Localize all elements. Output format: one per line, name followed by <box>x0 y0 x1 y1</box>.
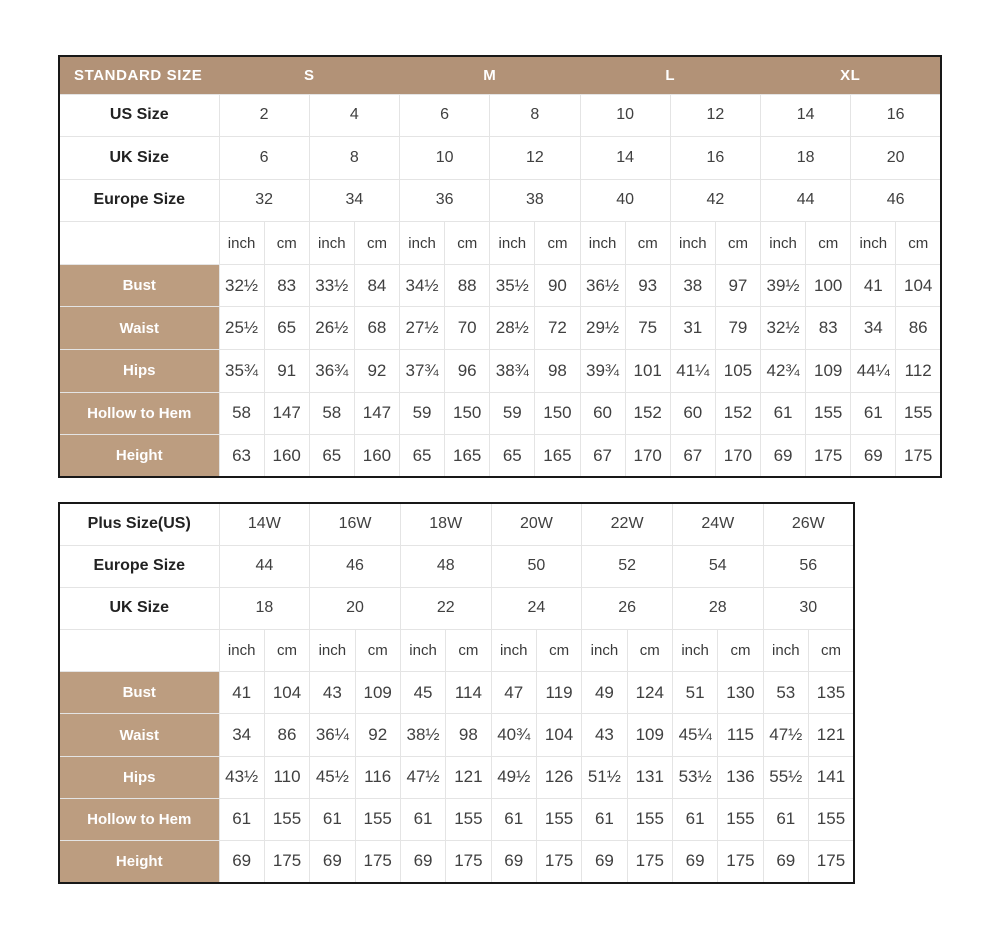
measurement-value: 69 <box>219 841 264 883</box>
unit-label-inch: inch <box>491 630 536 672</box>
measurement-value: 175 <box>627 841 672 883</box>
measurement-value: 39½ <box>761 264 806 307</box>
measurement-value: 32½ <box>761 307 806 350</box>
measurement-value: 69 <box>672 841 717 883</box>
measurement-value: 41¼ <box>670 350 715 393</box>
plus-size-table <box>58 502 855 884</box>
measurement-value: 141 <box>808 756 854 798</box>
unit-label-inch: inch <box>219 630 264 672</box>
measurement-value: 43 <box>310 672 355 714</box>
measurement-value: 27½ <box>400 307 445 350</box>
measurement-value: 70 <box>445 307 490 350</box>
measurement-value: 61 <box>672 798 717 840</box>
measurement-value: 72 <box>535 307 580 350</box>
unit-label-inch: inch <box>219 222 264 265</box>
measurement-value: 155 <box>718 798 763 840</box>
measurement-value: 34½ <box>400 264 445 307</box>
measurement-value: 112 <box>896 350 941 393</box>
size-value: 8 <box>490 94 580 137</box>
measurement-value: 93 <box>625 264 670 307</box>
unit-label-cm: cm <box>354 222 399 265</box>
size-value: 56 <box>763 545 854 587</box>
measurement-value: 109 <box>806 350 851 393</box>
size-value: 46 <box>851 179 941 222</box>
measurement-value: 68 <box>354 307 399 350</box>
measurement-value: 155 <box>896 392 941 435</box>
conversion-row-label: UK Size <box>59 137 219 180</box>
measurement-value: 60 <box>670 392 715 435</box>
size-value: 28 <box>672 587 763 629</box>
size-value: 20 <box>851 137 941 180</box>
measurement-value: 59 <box>490 392 535 435</box>
measurement-value: 61 <box>400 798 445 840</box>
measurement-value: 131 <box>627 756 672 798</box>
size-value: 40 <box>580 179 670 222</box>
unit-label-inch: inch <box>400 630 445 672</box>
measurement-row-label: Hips <box>59 350 219 393</box>
measurement-value: 43 <box>582 714 627 756</box>
size-value: 32 <box>219 179 309 222</box>
measurement-value: 90 <box>535 264 580 307</box>
measurement-value: 63 <box>219 435 264 478</box>
measurement-value: 65 <box>264 307 309 350</box>
measurement-row-label: Height <box>59 841 219 883</box>
measurement-value: 165 <box>535 435 580 478</box>
measurement-value: 58 <box>219 392 264 435</box>
measurement-value: 45¼ <box>672 714 717 756</box>
unit-label-cm: cm <box>536 630 581 672</box>
unit-label-cm: cm <box>715 222 760 265</box>
unit-label-cm: cm <box>264 222 309 265</box>
measurement-value: 155 <box>806 392 851 435</box>
measurement-value: 116 <box>355 756 400 798</box>
measurement-row-label: Waist <box>59 714 219 756</box>
unit-row-blank <box>59 222 219 265</box>
size-value: 6 <box>400 94 490 137</box>
measurement-value: 69 <box>582 841 627 883</box>
measurement-row-label: Waist <box>59 307 219 350</box>
measurement-value: 88 <box>445 264 490 307</box>
measurement-value: 60 <box>580 392 625 435</box>
measurement-value: 175 <box>446 841 491 883</box>
measurement-value: 37¾ <box>400 350 445 393</box>
size-value: 20 <box>310 587 401 629</box>
measurement-value: 61 <box>219 798 264 840</box>
unit-label-cm: cm <box>718 630 763 672</box>
measurement-value: 91 <box>264 350 309 393</box>
measurement-row <box>59 798 854 840</box>
measurement-value: 114 <box>446 672 491 714</box>
measurement-value: 41 <box>851 264 896 307</box>
measurement-value: 97 <box>715 264 760 307</box>
size-value: 10 <box>400 137 490 180</box>
measurement-value: 69 <box>491 841 536 883</box>
measurement-value: 53 <box>763 672 808 714</box>
measurement-value: 121 <box>808 714 854 756</box>
measurement-value: 155 <box>627 798 672 840</box>
unit-label-cm: cm <box>806 222 851 265</box>
measurement-value: 38 <box>670 264 715 307</box>
measurement-value: 35½ <box>490 264 535 307</box>
measurement-value: 42¾ <box>761 350 806 393</box>
measurement-value: 83 <box>806 307 851 350</box>
measurement-value: 61 <box>761 392 806 435</box>
measurement-value: 67 <box>670 435 715 478</box>
measurement-value: 104 <box>264 672 309 714</box>
measurement-value: 61 <box>310 798 355 840</box>
measurement-value: 115 <box>718 714 763 756</box>
unit-row <box>59 630 854 672</box>
size-value: 24 <box>491 587 582 629</box>
measurement-row <box>59 392 941 435</box>
measurement-value: 69 <box>310 841 355 883</box>
size-value: 34 <box>309 179 399 222</box>
measurement-value: 155 <box>536 798 581 840</box>
conversion-row-label: Europe Size <box>59 179 219 222</box>
measurement-value: 69 <box>400 841 445 883</box>
measurement-value: 65 <box>400 435 445 478</box>
measurement-value: 36¼ <box>310 714 355 756</box>
measurement-value: 109 <box>355 672 400 714</box>
measurement-value: 33½ <box>309 264 354 307</box>
conversion-row <box>59 137 941 180</box>
size-value: 44 <box>761 179 851 222</box>
measurement-value: 79 <box>715 307 760 350</box>
measurement-row-label: Bust <box>59 264 219 307</box>
size-value: 22 <box>400 587 491 629</box>
measurement-value: 41 <box>219 672 264 714</box>
measurement-value: 86 <box>896 307 941 350</box>
conversion-row <box>59 179 941 222</box>
measurement-value: 84 <box>354 264 399 307</box>
measurement-value: 165 <box>445 435 490 478</box>
measurement-value: 83 <box>264 264 309 307</box>
measurement-value: 92 <box>354 350 399 393</box>
size-group-header: XL <box>761 56 942 94</box>
measurement-value: 100 <box>806 264 851 307</box>
measurement-value: 101 <box>625 350 670 393</box>
size-value: 16 <box>851 94 941 137</box>
measurement-value: 147 <box>354 392 399 435</box>
size-value: 26 <box>582 587 673 629</box>
measurement-value: 61 <box>851 392 896 435</box>
measurement-value: 98 <box>535 350 580 393</box>
measurement-row <box>59 672 854 714</box>
size-value: 42 <box>670 179 760 222</box>
measurement-value: 130 <box>718 672 763 714</box>
measurement-value: 61 <box>763 798 808 840</box>
measurement-value: 67 <box>580 435 625 478</box>
measurement-value: 110 <box>264 756 309 798</box>
measurement-value: 51½ <box>582 756 627 798</box>
measurement-value: 121 <box>446 756 491 798</box>
measurement-value: 34 <box>851 307 896 350</box>
measurement-value: 36¾ <box>309 350 354 393</box>
size-group-header: M <box>400 56 581 94</box>
unit-label-inch: inch <box>763 630 808 672</box>
unit-label-cm: cm <box>627 630 672 672</box>
measurement-value: 36½ <box>580 264 625 307</box>
size-value: 38 <box>490 179 580 222</box>
measurement-value: 170 <box>715 435 760 478</box>
measurement-value: 75 <box>625 307 670 350</box>
measurement-row-label: Bust <box>59 672 219 714</box>
measurement-value: 124 <box>627 672 672 714</box>
size-value: 24W <box>672 503 763 545</box>
measurement-value: 86 <box>264 714 309 756</box>
size-value: 20W <box>491 503 582 545</box>
measurement-row <box>59 307 941 350</box>
conversion-row-label: Europe Size <box>59 545 219 587</box>
measurement-value: 152 <box>625 392 670 435</box>
measurement-value: 105 <box>715 350 760 393</box>
measurement-value: 31 <box>670 307 715 350</box>
measurement-value: 47½ <box>763 714 808 756</box>
measurement-value: 49½ <box>491 756 536 798</box>
measurement-value: 175 <box>808 841 854 883</box>
measurement-value: 175 <box>718 841 763 883</box>
measurement-value: 40¾ <box>491 714 536 756</box>
size-value: 4 <box>309 94 399 137</box>
size-value: 46 <box>310 545 401 587</box>
measurement-value: 38¾ <box>490 350 535 393</box>
unit-label-inch: inch <box>582 630 627 672</box>
measurement-value: 51 <box>672 672 717 714</box>
measurement-value: 155 <box>446 798 491 840</box>
unit-label-cm: cm <box>808 630 854 672</box>
measurement-value: 104 <box>536 714 581 756</box>
measurement-value: 92 <box>355 714 400 756</box>
unit-row-blank <box>59 630 219 672</box>
measurement-row <box>59 435 941 478</box>
unit-label-inch: inch <box>310 630 355 672</box>
table-title: STANDARD SIZE <box>59 56 219 94</box>
measurement-value: 53½ <box>672 756 717 798</box>
standard-size-table <box>58 55 942 478</box>
measurement-value: 160 <box>264 435 309 478</box>
unit-label-inch: inch <box>670 222 715 265</box>
size-value: 30 <box>763 587 854 629</box>
size-value: 14 <box>761 94 851 137</box>
size-value: 18 <box>761 137 851 180</box>
measurement-value: 61 <box>582 798 627 840</box>
measurement-value: 175 <box>896 435 941 478</box>
size-value: 14W <box>219 503 310 545</box>
unit-label-inch: inch <box>400 222 445 265</box>
conversion-row-label: UK Size <box>59 587 219 629</box>
unit-label-inch: inch <box>490 222 535 265</box>
measurement-value: 43½ <box>219 756 264 798</box>
table-header-row <box>59 56 941 94</box>
measurement-value: 155 <box>264 798 309 840</box>
size-value: 8 <box>309 137 399 180</box>
measurement-value: 155 <box>355 798 400 840</box>
measurement-value: 175 <box>536 841 581 883</box>
measurement-value: 32½ <box>219 264 264 307</box>
size-group-header: S <box>219 56 400 94</box>
measurement-value: 155 <box>808 798 854 840</box>
measurement-value: 126 <box>536 756 581 798</box>
measurement-value: 47½ <box>400 756 445 798</box>
unit-label-cm: cm <box>625 222 670 265</box>
measurement-value: 109 <box>627 714 672 756</box>
unit-label-inch: inch <box>672 630 717 672</box>
measurement-value: 98 <box>446 714 491 756</box>
size-value: 2 <box>219 94 309 137</box>
size-value: 50 <box>491 545 582 587</box>
unit-label-cm: cm <box>445 222 490 265</box>
size-value: 16 <box>670 137 760 180</box>
measurement-value: 104 <box>896 264 941 307</box>
measurement-row <box>59 841 854 883</box>
measurement-value: 44¼ <box>851 350 896 393</box>
measurement-value: 39¾ <box>580 350 625 393</box>
measurement-value: 45 <box>400 672 445 714</box>
measurement-value: 38½ <box>400 714 445 756</box>
measurement-value: 147 <box>264 392 309 435</box>
measurement-row <box>59 714 854 756</box>
conversion-row <box>59 94 941 137</box>
measurement-value: 135 <box>808 672 854 714</box>
unit-label-inch: inch <box>309 222 354 265</box>
measurement-value: 69 <box>851 435 896 478</box>
size-value: 36 <box>400 179 490 222</box>
size-value: 14 <box>580 137 670 180</box>
unit-label-cm: cm <box>355 630 400 672</box>
measurement-value: 58 <box>309 392 354 435</box>
measurement-value: 55½ <box>763 756 808 798</box>
measurement-value: 152 <box>715 392 760 435</box>
measurement-row-label: Hips <box>59 756 219 798</box>
measurement-row <box>59 264 941 307</box>
measurement-value: 49 <box>582 672 627 714</box>
measurement-value: 35¾ <box>219 350 264 393</box>
size-value: 52 <box>582 545 673 587</box>
conversion-row <box>59 503 854 545</box>
size-value: 26W <box>763 503 854 545</box>
measurement-row-label: Height <box>59 435 219 478</box>
measurement-row-label: Hollow to Hem <box>59 392 219 435</box>
unit-label-cm: cm <box>896 222 941 265</box>
unit-label-inch: inch <box>761 222 806 265</box>
measurement-value: 28½ <box>490 307 535 350</box>
size-value: 22W <box>582 503 673 545</box>
measurement-value: 61 <box>491 798 536 840</box>
size-value: 12 <box>490 137 580 180</box>
conversion-row-label: Plus Size(US) <box>59 503 219 545</box>
size-value: 54 <box>672 545 763 587</box>
measurement-value: 150 <box>535 392 580 435</box>
measurement-row <box>59 350 941 393</box>
size-group-header: L <box>580 56 761 94</box>
measurement-value: 29½ <box>580 307 625 350</box>
measurement-value: 160 <box>354 435 399 478</box>
measurement-value: 47 <box>491 672 536 714</box>
measurement-value: 136 <box>718 756 763 798</box>
unit-label-inch: inch <box>851 222 896 265</box>
measurement-row <box>59 756 854 798</box>
measurement-row-label: Hollow to Hem <box>59 798 219 840</box>
measurement-value: 170 <box>625 435 670 478</box>
conversion-row <box>59 587 854 629</box>
measurement-value: 175 <box>264 841 309 883</box>
size-value: 6 <box>219 137 309 180</box>
measurement-value: 175 <box>355 841 400 883</box>
measurement-value: 26½ <box>309 307 354 350</box>
unit-row <box>59 222 941 265</box>
measurement-value: 69 <box>763 841 808 883</box>
measurement-value: 65 <box>309 435 354 478</box>
measurement-value: 34 <box>219 714 264 756</box>
measurement-value: 65 <box>490 435 535 478</box>
measurement-value: 175 <box>806 435 851 478</box>
measurement-value: 59 <box>400 392 445 435</box>
unit-label-cm: cm <box>535 222 580 265</box>
size-value: 10 <box>580 94 670 137</box>
measurement-value: 119 <box>536 672 581 714</box>
measurement-value: 25½ <box>219 307 264 350</box>
unit-label-cm: cm <box>264 630 309 672</box>
conversion-row-label: US Size <box>59 94 219 137</box>
measurement-value: 45½ <box>310 756 355 798</box>
size-value: 16W <box>310 503 401 545</box>
unit-label-inch: inch <box>580 222 625 265</box>
size-value: 12 <box>670 94 760 137</box>
size-value: 48 <box>400 545 491 587</box>
measurement-value: 150 <box>445 392 490 435</box>
size-value: 18 <box>219 587 310 629</box>
size-value: 18W <box>400 503 491 545</box>
conversion-row <box>59 545 854 587</box>
size-value: 44 <box>219 545 310 587</box>
unit-label-cm: cm <box>446 630 491 672</box>
measurement-value: 96 <box>445 350 490 393</box>
measurement-value: 69 <box>761 435 806 478</box>
